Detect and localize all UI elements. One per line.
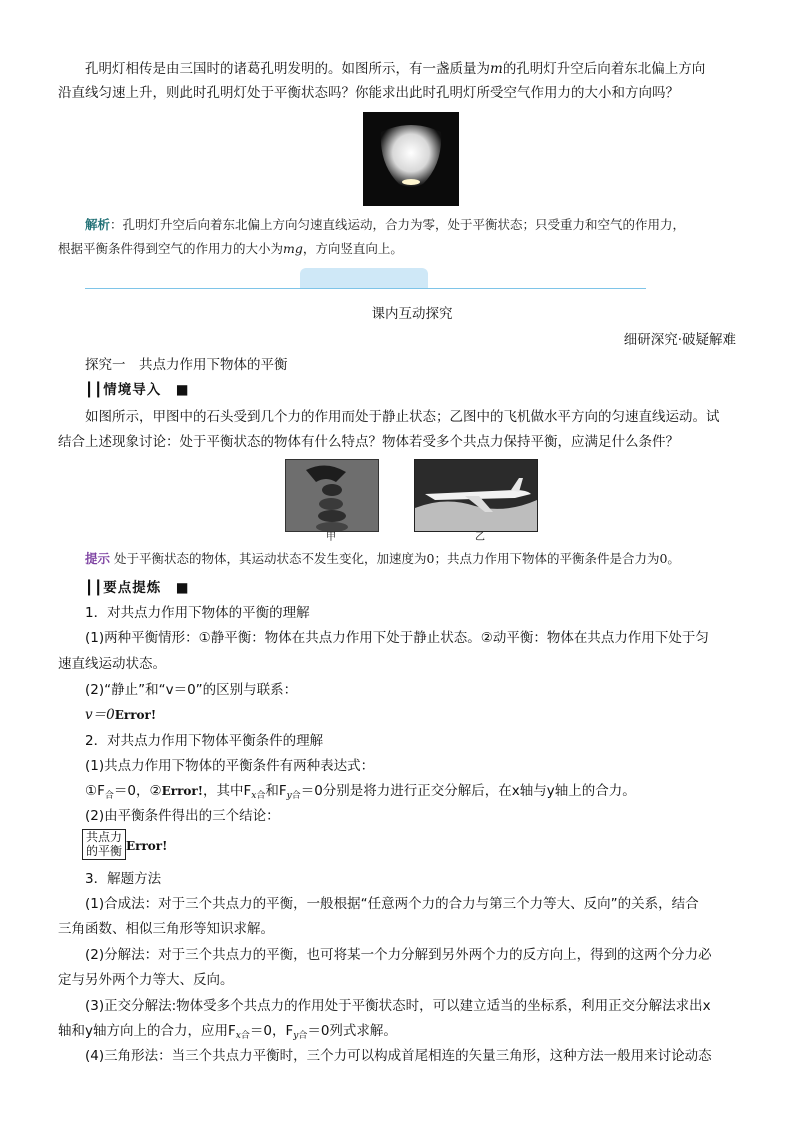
subscript-he-3: 合 (291, 791, 301, 801)
section-tab (300, 268, 428, 289)
point-1-1b: 速直线运动状态。 (58, 656, 166, 672)
m3-subscript-x: x (235, 1031, 241, 1041)
analysis-line-2 (58, 237, 713, 261)
hint-text: 处于平衡状态的物体，其运动状态不发生变化，加速度为0；共点力作用下物体的平衡条件是合力为0。 (114, 551, 680, 566)
airplane-image (414, 459, 538, 532)
hint-label: 提示 (85, 551, 111, 566)
caption-jia: 甲 (326, 532, 336, 543)
m3-subscript-he-1: 合 (240, 1031, 250, 1041)
point-1-2: (2)“静止”和“v＝0”的区别与联系： (85, 682, 298, 698)
section-divider (85, 288, 646, 289)
subscript-he-2: 合 (256, 791, 266, 801)
subscript-x: x (251, 791, 257, 801)
method-1b: 三角函数、相似三角形等知识求解。 (58, 921, 274, 937)
question-line-2: 结合上述现象讨论：处于平衡状态的物体有什么特点？物体若受多个共点力保持平衡，应满足什么条件？ (58, 434, 679, 450)
method-3b-d: ＝0列式求解。 (307, 1023, 397, 1039)
point-2-title: 2．对共点力作用下物体平衡条件的理解 (85, 733, 324, 749)
subscript-he-1: 合 (104, 791, 114, 801)
hint-line (85, 547, 740, 571)
point-1-1a: (1)两种平衡情形：①静平衡：物体在共点力作用下处于静止状态。②动平衡：物体在共点力作用下处于匀 (85, 630, 709, 646)
formula-part-b: ＝0，② (113, 783, 162, 799)
analysis-text-2a: 根据平衡条件得到空气的作用力的大小为 (58, 241, 284, 256)
situation-marker: ┃┃情境导入 ■ (85, 382, 190, 398)
stones-image (285, 459, 379, 532)
point-1-2-formula (85, 702, 740, 728)
mg-symbol: mg (283, 241, 303, 256)
m3-subscript-he-2: 合 (298, 1031, 308, 1041)
key-points-marker: ┃┃要点提炼 ■ (85, 580, 190, 596)
section-subtitle: 细研深究·破疑解难 (623, 332, 736, 348)
point-1-title: 1．对共点力作用下物体的平衡的理解 (85, 605, 310, 621)
analysis-text-2b: ，方向竖直向上。 (302, 241, 403, 256)
method-3a: (3)正交分解法:物体受多个共点力的作用处于平衡状态时，可以建立适当的坐标系，利用正交分解法求出x (85, 998, 711, 1014)
formula-part-c: ，其中F (202, 783, 252, 799)
m3-subscript-y: y (293, 1031, 299, 1041)
point-3-title: 3．解题方法 (85, 871, 162, 887)
v-equals-zero: v＝0 (85, 707, 115, 723)
analysis-text-1: ：孔明灯升空后向着东北偏上方向匀速直线运动，合力为零，处于平衡状态；只受重力和空气的作用力， (110, 217, 686, 232)
intro-line-1 (85, 56, 740, 82)
analysis-label: 解析 (85, 217, 111, 232)
point-2-2: (2)由平衡条件得出的三个结论： (85, 808, 280, 824)
method-4a: (4)三角形法：当三个共点力平衡时，三个力可以构成首尾相连的矢量三角形，这种方法一般用来讨论动态 (85, 1048, 712, 1064)
intro-line-2: 沿直线匀速上升，则此时孔明灯处于平衡状态吗？你能求出此时孔明灯所受空气作用力的大小和方向吗？ (58, 85, 679, 101)
formula-part-e: ＝0分别是将力进行正交分解后，在x轴与y轴上的合力。 (300, 783, 636, 799)
kongming-lantern-image (363, 112, 459, 206)
equilibrium-box (82, 829, 126, 860)
error-text-2: Error! (161, 784, 203, 798)
intro-text-b: 的孔明灯升空后向着东北偏上方向 (502, 61, 706, 77)
error-text-1: Error! (114, 708, 157, 722)
intro-text-a: 孔明灯相传是由三国时的诸葛孔明发明的。如图所示，有一盏质量为 (85, 61, 490, 77)
method-1a: (1)合成法：对于三个共点力的平衡，一般根据“任意两个力的合力与第三个力等大、反向”的关系，结合 (85, 896, 699, 912)
error-text-3: Error! (126, 839, 168, 853)
method-2b: 定与另外两个力等大、反向。 (58, 972, 234, 988)
box-line-1: 共点力 (85, 830, 122, 844)
box-line-2: 的平衡 (85, 844, 122, 858)
question-line-1: 如图所示，甲图中的石头受到几个力的作用而处于静止状态；乙图中的飞机做水平方向的匀速直线运动。试 (85, 409, 720, 425)
analysis-line-1 (85, 213, 740, 237)
subscript-y: y (286, 791, 292, 801)
explore-heading: 探究一 共点力作用下物体的平衡 (85, 357, 288, 373)
formula-part-a: ①F (85, 783, 105, 799)
method-3b-c: ＝0，F (249, 1023, 294, 1039)
caption-yi: 乙 (475, 532, 485, 543)
method-2a: (2)分解法：对于三个共点力的平衡，也可将某一个力分解到另外两个力的反方向上，得到的这两个分力必 (85, 947, 712, 963)
point-2-1: (1)共点力作用下物体的平衡条件有两种表达式： (85, 758, 375, 774)
section-title: 课内互动探究 (371, 306, 453, 322)
mass-symbol: m (490, 61, 503, 77)
formula-part-d: 和F (265, 783, 287, 799)
method-3b-text: 轴和y轴方向上的合力，应用F (58, 1023, 236, 1039)
